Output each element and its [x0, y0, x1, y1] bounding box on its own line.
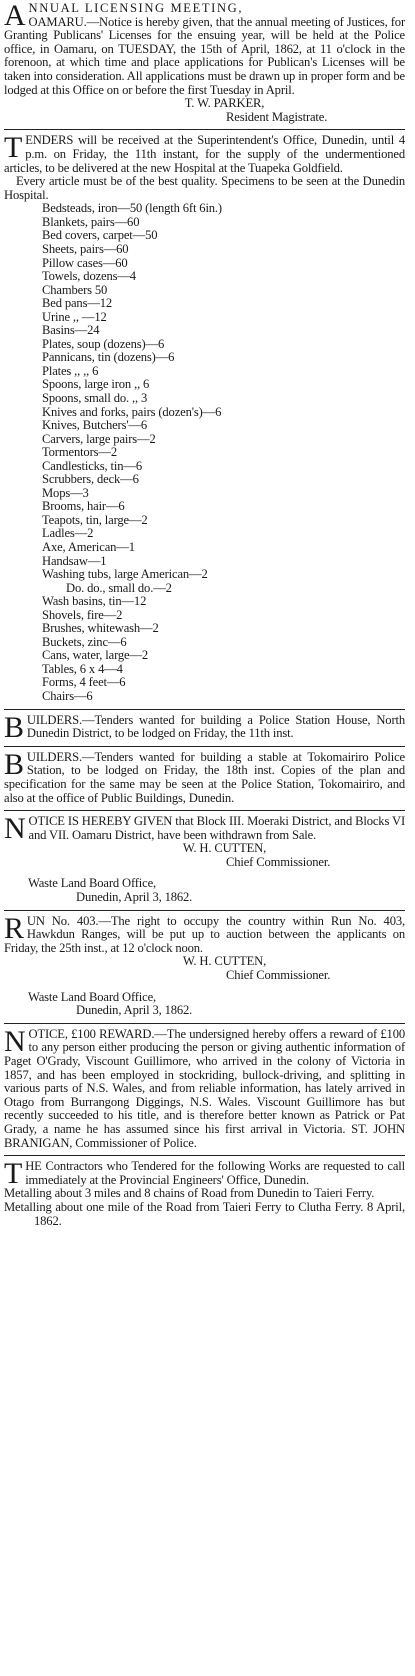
divider: [4, 1155, 405, 1156]
list-item: Sheets, pairs—60: [42, 241, 129, 256]
drop-cap: T: [4, 1157, 23, 1191]
divider: [4, 129, 405, 130]
works-item: Metalling about one mile of the Road from Taieri Ferry to Clutha Ferry. 8 April, 1862.: [4, 1199, 405, 1228]
notice-heading: NNUAL LICENSING MEETING,: [28, 1, 244, 15]
list-item: Brushes, whitewash—2: [42, 621, 159, 636]
list-item: Tormentors—2: [42, 445, 117, 460]
licensing-meeting-notice: [4, 2, 405, 124]
notice-body: ENDERS will be received at the Superintendent's Office, Dunedin, until 4 p.m. on Friday, the 11th instant, for the supply of the undermentioned articles, to be delivered at the new Hospital at the Tuapeka Goldfield.: [4, 133, 405, 175]
drop-cap: B: [4, 747, 24, 781]
list-item: Spoons, large iron ,, 6: [42, 377, 150, 392]
list-item: Buckets, zinc—6: [42, 634, 127, 649]
list-item: Spoons, small do. ,, 3: [42, 390, 148, 405]
list-item: Handsaw—1: [42, 553, 107, 568]
drop-cap: R: [4, 911, 24, 945]
list-item: Wash basins, tin—12: [42, 594, 147, 609]
signature-title: Resident Magistrate.: [226, 109, 328, 124]
office-name: Waste Land Board Office,: [28, 989, 157, 1004]
notice-body: HE Contractors who Tendered for the following Works are requested to call immediately at the Provincial Engineers' Office, Dunedin.: [25, 1159, 405, 1187]
office-name: Waste Land Board Office,: [28, 876, 157, 891]
drop-cap: T: [4, 131, 23, 165]
list-item: Urine ,, —12: [42, 309, 107, 324]
list-item: Pannicans, tin (dozens)—6: [42, 350, 175, 365]
signature-title: Chief Commissioner.: [226, 968, 331, 983]
notice-body: OTICE IS HEREBY GIVEN that Block III. Moeraki District, and Blocks VI and VII. Oamaru District, have been withdrawn from Sale.: [28, 814, 405, 842]
list-item: Mops—3: [42, 485, 89, 500]
signature-title: Chief Commissioner.: [226, 854, 331, 869]
notice-body: OTICE, £100 REWARD.—The undersigned hereby offers a reward of £100 to any person either producing the person or giving authentic information of Paget O'Grady, Viscount Guillimore, who arrived in the colony of Victoria in 1857, and has been employed in stockriding, bullock-driving, and splitting in various parts of N.S. Wales, and from reliable information, has lately arrived in Otago from Burrangong Diggings, N.S. Wales. Viscount Guillimore has but recently succeeded to his title, and is therefore better known as Patrick or Pat Grady, a name he has assumed since his first arrival in Victoria. ST. JOHN BRANIGAN, Commissioner of Police.: [4, 1026, 405, 1150]
list-item: Carvers, large pairs—2: [42, 431, 156, 446]
builders-tender-notice-2: [4, 747, 405, 805]
land-withdrawal-notice: [4, 812, 405, 905]
list-item: Washing tubs, large American—2: [42, 567, 208, 582]
list-item: Knives and forks, pairs (dozen's)—6: [42, 404, 222, 419]
notice-body: UILDERS.—Tenders wanted for building a stable at Tokomairiro Police Station, to be lodged on Friday, the 18th inst. Copies of the plan and specification for the same may be seen at the Police Station, Tokomairiro, and also at the office of Public Buildings, Dunedin.: [4, 749, 405, 805]
list-item: Bed pans—12: [42, 296, 113, 311]
list-item: Plates, soup (dozens)—6: [42, 336, 165, 351]
notice-body-2: Every article must be of the best quality. Specimens to be seen at the Dunedin Hospital.: [4, 174, 405, 202]
item-list: [4, 202, 405, 703]
list-item: Cans, water, large—2: [42, 648, 149, 663]
list-item: Forms, 4 feet—6: [42, 675, 126, 690]
reward-notice: [4, 1024, 405, 1150]
signature: W. H. CUTTEN,: [182, 841, 267, 856]
divider: [4, 1023, 405, 1024]
builders-tender-notice-1: [4, 710, 405, 744]
hospital-tenders-notice: [4, 131, 405, 703]
drop-cap: N: [4, 812, 26, 846]
list-item: Chairs—6: [42, 689, 93, 703]
list-item: Bed covers, carpet—50: [42, 228, 158, 243]
newspaper-column: [4, 0, 405, 1228]
list-item: Towels, dozens—4: [42, 269, 136, 284]
list-item: Teapots, tin, large—2: [42, 512, 148, 527]
office-date: Dunedin, April 3, 1862.: [76, 890, 193, 905]
run-auction-notice: [4, 911, 405, 1018]
list-item: Tables, 6 x 4—4: [42, 661, 123, 676]
list-item: Brooms, hair—6: [42, 499, 125, 514]
signature: W. H. CUTTEN,: [182, 954, 267, 969]
divider: [4, 746, 405, 747]
works-item: Metalling about 3 miles and 8 chains of Road from Dunedin to Taieri Ferry.: [4, 1186, 375, 1201]
drop-cap: B: [4, 710, 24, 744]
notice-body: OAMARU.—Notice is hereby given, that the annual meeting of Justices, for Granting Publicans' Licenses for the ensuing year, will be held at the Police office, in Oamaru, on TUESDAY, the 15th of April, 1862, at 11 o'clock in the forenoon, at which time and place applications for Publican's Licenses will be taken into consideration. All applications must be drawn up in proper form and be lodged at this Office on or before the first Tuesday in April.: [4, 14, 405, 97]
divider: [4, 910, 405, 911]
list-item: Ladles—2: [42, 526, 94, 541]
notice-body: UN No. 403.—The right to occupy the country within Run No. 403, Hawkdun Ranges, will be put up to auction between the applicants on Friday, the 25th inst., at 12 o'clock noon.: [4, 913, 405, 955]
list-item: Knives, Butchers'—6: [42, 418, 148, 433]
drop-cap: A: [4, 0, 26, 32]
list-item: Scrubbers, deck—6: [42, 472, 139, 487]
drop-cap: N: [4, 1024, 26, 1058]
list-item: Blankets, pairs—60: [42, 214, 140, 229]
contractors-notice: [4, 1157, 405, 1228]
list-item: Do. do., small do.—2: [66, 580, 172, 595]
list-item: Shovels, fire—2: [42, 607, 123, 622]
list-item: Pillow cases—60: [42, 255, 128, 270]
list-item: Plates ,, ,, 6: [42, 363, 99, 378]
list-item: Axe, American—1: [42, 539, 135, 554]
divider: [4, 709, 405, 710]
list-item: Bedsteads, iron—50 (length 6ft 6in.): [42, 201, 222, 216]
divider: [4, 810, 405, 811]
notice-body: UILDERS.—Tenders wanted for building a Police Station House, North Dunedin District, to be lodged on Friday, the 11th inst.: [26, 712, 405, 741]
list-item: Chambers 50: [42, 282, 108, 297]
office-date: Dunedin, April 3, 1862.: [76, 1003, 193, 1018]
signature: T. W. PARKER,: [184, 96, 265, 111]
list-item: Candlesticks, tin—6: [42, 458, 142, 473]
list-item: Basins—24: [42, 323, 100, 338]
